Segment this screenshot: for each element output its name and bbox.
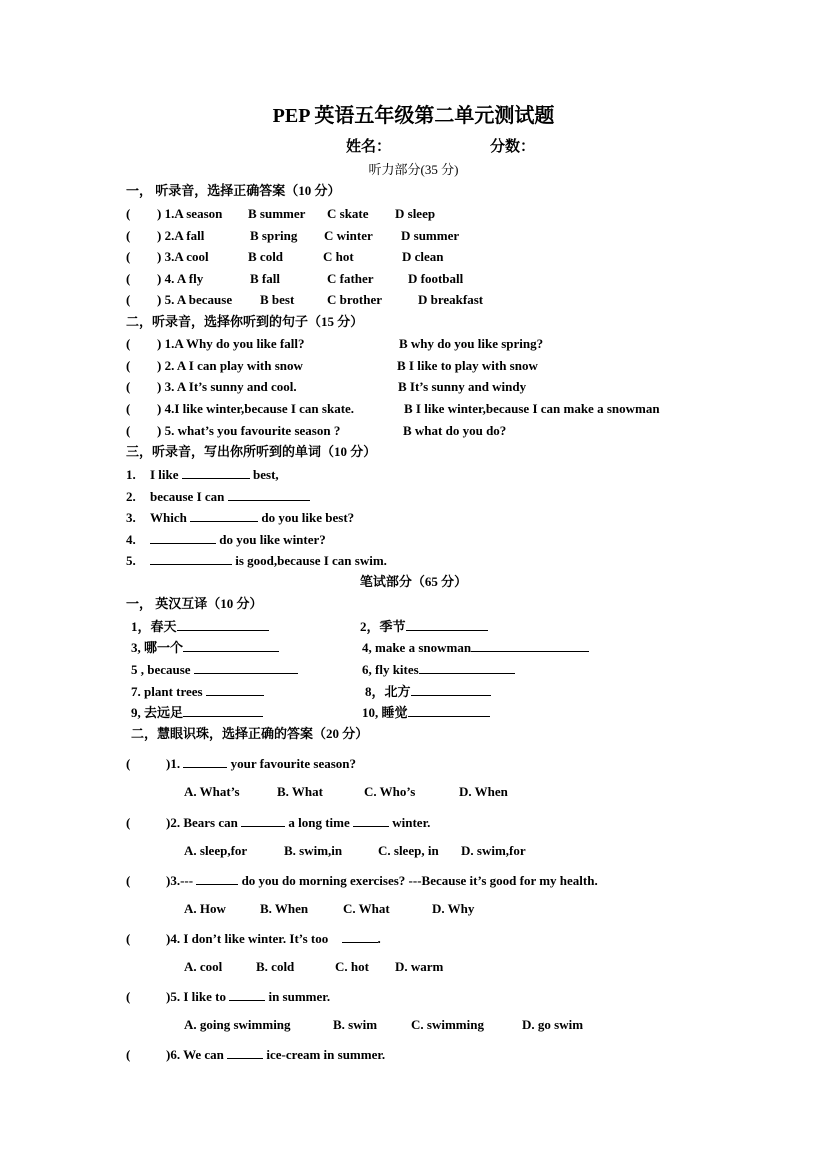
answer-blank[interactable] [471,639,589,652]
list-item: ( ) 3. A It’s sunny and cool. [126,379,297,394]
answer-blank[interactable] [408,704,490,717]
question-stem: ( )1. your favourite season? [126,756,357,771]
answer-blank[interactable] [241,814,285,827]
option-d: D clean [402,249,444,264]
answer-blank[interactable] [229,988,265,1001]
answer-blank[interactable] [227,1046,263,1059]
score-label: 分数： [490,139,536,155]
option-b: B. cold [256,959,295,974]
option-c: C brother [327,292,383,307]
list-item: ( ) 1.A Why do you like fall? [126,336,305,351]
section-title: 二，听录音，选择你听到的句子（15 分） [126,314,364,329]
answer-blank[interactable] [190,509,258,522]
option-a: A. sleep,for [184,843,248,858]
listening-header: 听力部分(35 分) [368,162,459,177]
option-b: B spring [250,228,298,243]
answer-blank[interactable] [342,930,378,943]
option-d: D. swim,for [461,843,526,858]
list-item: 6, fly kites [362,661,515,678]
list-item: 1，春天 [131,618,269,635]
answer-blank[interactable] [150,531,216,544]
option-b: B. What [277,784,323,799]
answer-blank[interactable] [353,814,389,827]
answer-blank[interactable] [182,466,250,479]
option-b: B. swim [333,1017,378,1032]
question-stem: ( )4. I don’t like winter. It’s too . [126,931,381,946]
option-b: B what do you do? [403,423,507,438]
option-d: D summer [401,228,460,243]
list-item: ( ) 4.I like winter,because I can skate. [126,401,355,416]
option-d: D. When [459,784,508,799]
option-b: B best [260,292,295,307]
answer-blank[interactable] [194,661,298,674]
option-c: C. sleep, in [378,843,439,858]
option-c: C skate [327,206,369,221]
option-b: B. swim,in [284,843,343,858]
list-item: 10, 睡觉 [362,704,490,721]
section-title: 二，慧眼识珠，选择正确的答案（20 分） [131,726,369,741]
answer-blank[interactable] [183,755,227,768]
list-item: ( ) 5. A because [126,292,233,307]
answer-blank[interactable] [406,618,488,631]
question-stem: ( )3.--- do you do morning exercises? ---Because it’s good for my health. [126,873,598,888]
option-a: A. What’s [184,784,240,799]
option-a: A. cool [184,959,223,974]
list-item: 7. plant trees [131,683,264,700]
list-item: 5 , because [131,661,298,678]
list-item: ( ) 1.A season [126,206,223,221]
option-b: B cold [248,249,284,264]
list-item: 4. do you like winter? [126,532,326,547]
list-item: 5. is good,because I can swim. [126,553,387,568]
option-d: D football [408,271,464,286]
list-item: ( ) 2. A I can play with snow [126,358,303,373]
answer-blank[interactable] [183,704,263,717]
option-b: B why do you like spring? [399,336,544,351]
option-b: B I like to play with snow [397,358,538,373]
list-item: 2. because I can [126,488,310,505]
written-header: 笔试部分（65 分） [359,574,468,589]
answer-blank[interactable] [183,639,279,652]
list-item: ( ) 4. A fly [126,271,204,286]
list-item: 4, make a snowman [362,639,589,656]
section-title: 一， 英汉互译（10 分） [126,596,263,611]
page-title: PEP 英语五年级第二单元测试题 [272,105,555,127]
option-d: D. Why [432,901,475,916]
answer-blank[interactable] [177,618,269,631]
option-b: B. When [260,901,309,916]
answer-blank[interactable] [196,872,238,885]
section-title: 三，听录音，写出你所听到的单词（10 分） [126,444,377,459]
question-stem: ( )2. Bears can a long time winter. [126,815,431,830]
list-item: 8，北方 [365,683,491,700]
option-d: D breakfast [418,292,484,307]
option-b: B fall [250,271,280,286]
option-c: C hot [323,249,354,264]
list-item: 1. I like best, [126,467,279,482]
option-a: A. going swimming [184,1017,291,1032]
option-b: B It’s sunny and windy [398,379,527,394]
option-c: C father [327,271,374,286]
option-a: A. How [184,901,226,916]
option-b: B I like winter,because I can make a snowman [404,401,660,416]
option-c: C. hot [335,959,369,974]
name-label: 姓名： [346,139,392,155]
list-item: 9, 去远足 [131,704,263,721]
list-item: 2，季节 [360,618,488,635]
list-item: 3, 哪一个 [131,639,279,656]
answer-blank[interactable] [206,683,264,696]
question-stem: ( )5. I like to in summer. [126,989,331,1004]
list-item: ( ) 2.A fall [126,228,205,243]
option-d: D. warm [395,959,444,974]
list-item: ( ) 3.A cool [126,249,209,264]
answer-blank[interactable] [150,552,232,565]
section-title: 一， 听录音，选择正确答案（10 分） [126,183,341,198]
list-item: ( ) 5. what’s you favourite season ? [126,423,341,438]
option-b: B summer [248,206,306,221]
answer-blank[interactable] [228,488,310,501]
option-c: C. Who’s [364,784,416,799]
option-c: C. What [343,901,390,916]
answer-blank[interactable] [411,683,491,696]
option-c: C. swimming [411,1017,484,1032]
answer-blank[interactable] [419,661,515,674]
option-c: C winter [324,228,373,243]
option-d: D sleep [395,206,436,221]
question-stem: ( )6. We can ice-cream in summer. [126,1047,386,1062]
option-d: D. go swim [522,1017,584,1032]
list-item: 3. Which do you like best? [126,510,355,525]
